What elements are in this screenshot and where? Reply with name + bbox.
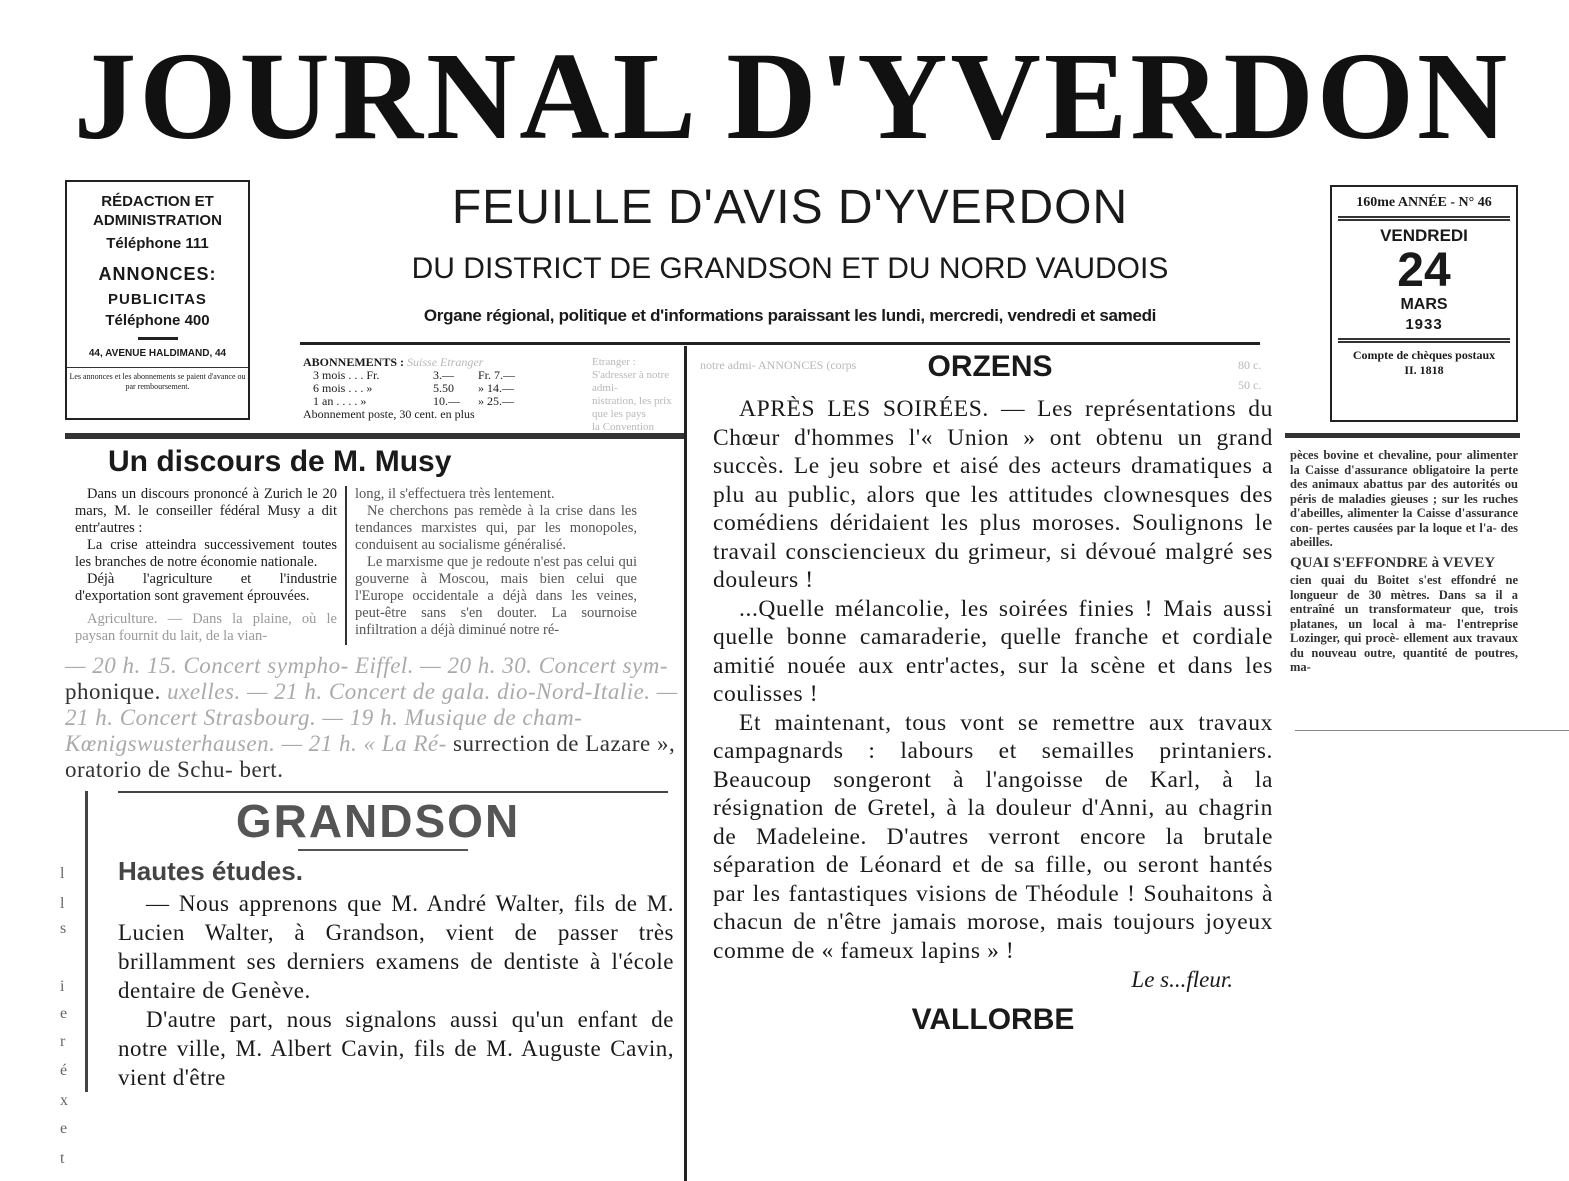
payment-note: Les annonces et les abonnements se paient d'avance ou par remboursement. <box>69 372 246 391</box>
edge-letter: s <box>60 920 67 937</box>
radio-line: Kœnigswusterhausen. — 21 h. « La Ré- <box>65 731 447 756</box>
header-rule <box>300 342 1260 345</box>
issue-date-box <box>1330 185 1518 422</box>
paragraph: ...Quelle mélancolie, les soirées finies ! Mais aussi quelle bonne camaraderie, quelle franche et cordiale amitié nouée aux entr'actes, sur la scène et dans les coulisses ! <box>713 595 1273 707</box>
postal-account-label: Compte de chèques postaux <box>1352 348 1496 362</box>
annonces-price: 50 c. <box>1238 378 1262 392</box>
edge-letter: r <box>60 1033 66 1050</box>
radio-program <box>65 653 680 783</box>
divider <box>1338 216 1510 221</box>
period: 1 an . . . . » <box>313 394 367 408</box>
annonces-phone: Téléphone 400 <box>105 312 210 329</box>
paragraph: Agriculture. — Dans la plaine, où le paysan fournit du lait, de la vian- <box>75 611 337 644</box>
section-rule <box>298 849 468 851</box>
paragraph: Dans un discours prononcé à Zurich le 20 mars, M. le conseiller fédéral Musy a dit entr'autres : <box>75 486 337 536</box>
paragraph: Déjà l'agriculture et l'industrie d'exportation sont gravement éprouvées. <box>75 571 337 604</box>
signature: Le s...fleur. <box>1131 967 1233 992</box>
abonnements-label: ABONNEMENTS : <box>303 355 405 369</box>
paragraph: Et maintenant, tous vont se remettre aux travaux campagnards : labours et semailles printaniers. Beaucoup songeront à l'angoisse de Karl, à la résignation de Gretel, à la douleur d'Anni, au chagrin de Madeleine. D'autres verront encore la brutale séparation de Léonard et de sa fille, ou seront hantés par les fantastiques visions de Théodule ! Souhaitons à chacun de n'être jamais morose, mais toujours joyeux comme de « fameux lapins » ! <box>713 709 1273 964</box>
year: 1933 <box>1405 316 1443 333</box>
radio-line: bert. <box>239 757 284 782</box>
paragraph: Le marxisme que je redoute n'est pas celui qui gouverne à Moscou, mais bien celui que l'Europe occidentale a déjà dans les veines, peut-être sans s'en douter. La sournoise infiltration a déjà diminué notre ré- <box>355 554 637 638</box>
paragraph: long, il s'effectuera très lentement. <box>355 486 555 502</box>
edge-letter: i <box>60 978 65 995</box>
redaction-phone: Téléphone 111 <box>106 235 209 252</box>
section-rule <box>1295 730 1569 731</box>
annonces-faint: notre admi- ANNONCES (corps <box>700 358 857 372</box>
radio-line: Eiffel. — 20 h. 30. Concert sym- <box>354 653 669 678</box>
month: MARS <box>1400 296 1448 313</box>
faint-line: Etranger : S'adresser à notre admi- <box>592 356 670 394</box>
article-body <box>713 395 1273 965</box>
edge-letter: l <box>60 895 65 912</box>
price-swiss: 5.50 <box>433 381 454 395</box>
subtitle: FEUILLE D'AVIS D'YVERDON <box>451 181 1129 234</box>
edge-letter: x <box>60 1092 68 1109</box>
redaction-label: RÉDACTION ET ADMINISTRATION <box>93 193 222 229</box>
divider <box>1338 338 1510 343</box>
edge-letter: é <box>60 1062 68 1079</box>
section-heading: GRANDSON <box>235 795 521 847</box>
paragraph: APRÈS LES SOIRÉES. — Les représentations du Chœur d'hommes l'« Union » ont obtenu un grand succès. Le jeu sobre et aisé des acteurs dramatiques a plu au public, alors que les attitudes clownesques des comédiens déridaient les plus moroses. Soulignons le travail consciencieux du grimeur, si dévoué malgré ses douleurs ! <box>713 396 1273 593</box>
edge-letter: t <box>60 1150 65 1167</box>
article-body <box>118 889 674 1092</box>
organ-line: Organe régional, politique et d'informations paraissant les lundi, mercredi, vendredi et samedi <box>423 306 1157 325</box>
price-swiss: 10.— <box>433 394 460 408</box>
article-heading: QUAI S'EFFONDRE à VEVEY <box>1290 554 1496 571</box>
divider <box>138 337 178 340</box>
weekday: VENDREDI <box>1380 226 1468 245</box>
section-heading: ORZENS <box>927 350 1053 383</box>
paragraph: La crise atteindra successivement toutes les branches de notre économie nationale. <box>75 537 337 570</box>
column-rule <box>345 486 347 645</box>
masthead-title: JOURNAL D'YVERDON <box>73 28 1511 166</box>
left-column <box>65 444 680 1092</box>
article-heading: Hautes études. <box>118 856 303 886</box>
postal-account-number: II. 1818 <box>1404 363 1444 377</box>
edge-letter: e <box>60 1120 68 1137</box>
paragraph: D'autre part, nous signalons aussi qu'un enfant de notre ville, M. Albert Cavin, fils de M. Auguste Cavin, vient d'être <box>118 1007 674 1090</box>
faint-column <box>592 356 682 434</box>
radio-line: surrection de Lazare », oratorio de Schu- <box>65 731 676 782</box>
issue-number: 160me ANNÉE - N° 46 <box>1356 195 1492 210</box>
publicitas-label: PUBLICITAS <box>108 291 207 308</box>
grandson-section <box>85 791 680 1092</box>
orzens-column <box>713 395 1273 1037</box>
radio-line: phonique. <box>65 679 161 704</box>
radio-line: — 20 h. 15. Concert sympho- <box>65 653 349 678</box>
price-foreign: » 25.— <box>478 394 514 408</box>
paragraph: cien quai du Boitet s'est effondré ne longueur de 30 mètres. Dans sa il a entraîné un transformateur que, trois platanes, un local à ma- l'entreprise Lozinger, qui procè- ellement aux travaux du nouveau outre, quantité de poutres, ma- <box>1290 573 1518 674</box>
district-line: DU DISTRICT DE GRANDSON ET DU NORD VAUDOIS <box>411 252 1169 285</box>
article-column <box>75 486 337 645</box>
article-column <box>355 486 637 645</box>
price-foreign: » 14.— <box>478 381 514 395</box>
faint-line: nistration, les prix <box>592 395 672 407</box>
period: 3 mois . . . Fr. <box>313 368 380 382</box>
faint-line: que les pays <box>592 408 646 420</box>
section-rule <box>65 433 685 439</box>
paragraph: Ne cherchons pas remède à la crise dans les tendances marxistes qui, par les monopoles, conduisent au socialisme généralisé. <box>355 503 637 553</box>
divider <box>67 367 248 368</box>
price-foreign: Fr. 7.— <box>478 368 516 382</box>
article-heading: Un discours de M. Musy <box>108 445 452 478</box>
radio-line: uxelles. — 21 h. Concert de gala. <box>167 679 491 704</box>
paragraph: pèces bovine et chevaline, pour alimenter la Caisse d'assurance obligatoire la perte des animaux abattus par des autorités ou péris de maladies gieuses ; sur les ruches d'abeilles, alimenter la Caisse d'assurance con- pertes causées par la loque et l'a- des abeilles. <box>1290 448 1518 549</box>
editorial-info-box <box>65 180 250 420</box>
annonces-price: 80 c. <box>1238 358 1262 372</box>
article-columns <box>65 486 680 645</box>
edge-letter: e <box>60 1005 68 1022</box>
section-rule <box>1285 433 1520 438</box>
edge-letter: l <box>60 865 65 882</box>
price-swiss: 3.— <box>433 368 454 382</box>
annonces-label: ANNONCES: <box>98 264 217 284</box>
paragraph: — Nous apprenons que M. André Walter, fils de M. Lucien Walter, à Grandson, vient de passer très brillamment ses derniers examens de dentiste à l'école dentaire de Genève. <box>118 891 674 1003</box>
address: 44, AVENUE HALDIMAND, 44 <box>88 348 227 359</box>
radio-line: Strasbourg. — 19 h. Musique de cham- <box>203 705 583 730</box>
abonnements-columns: Suisse Etranger <box>407 355 484 369</box>
clipped-article <box>1290 448 1518 675</box>
column-rule <box>684 346 687 1181</box>
faint-line: la Convention <box>592 421 655 433</box>
radio-line: dio-Nord-Italie. — 21 h. Concert <box>65 679 678 730</box>
period: 6 mois . . . » <box>313 381 373 395</box>
postal-subscription: Abonnement poste, 30 cent. en plus <box>303 407 475 421</box>
subscription-table <box>303 356 583 421</box>
day-number: 24 <box>1397 244 1451 297</box>
section-heading: VALLORBE <box>911 1003 1075 1036</box>
